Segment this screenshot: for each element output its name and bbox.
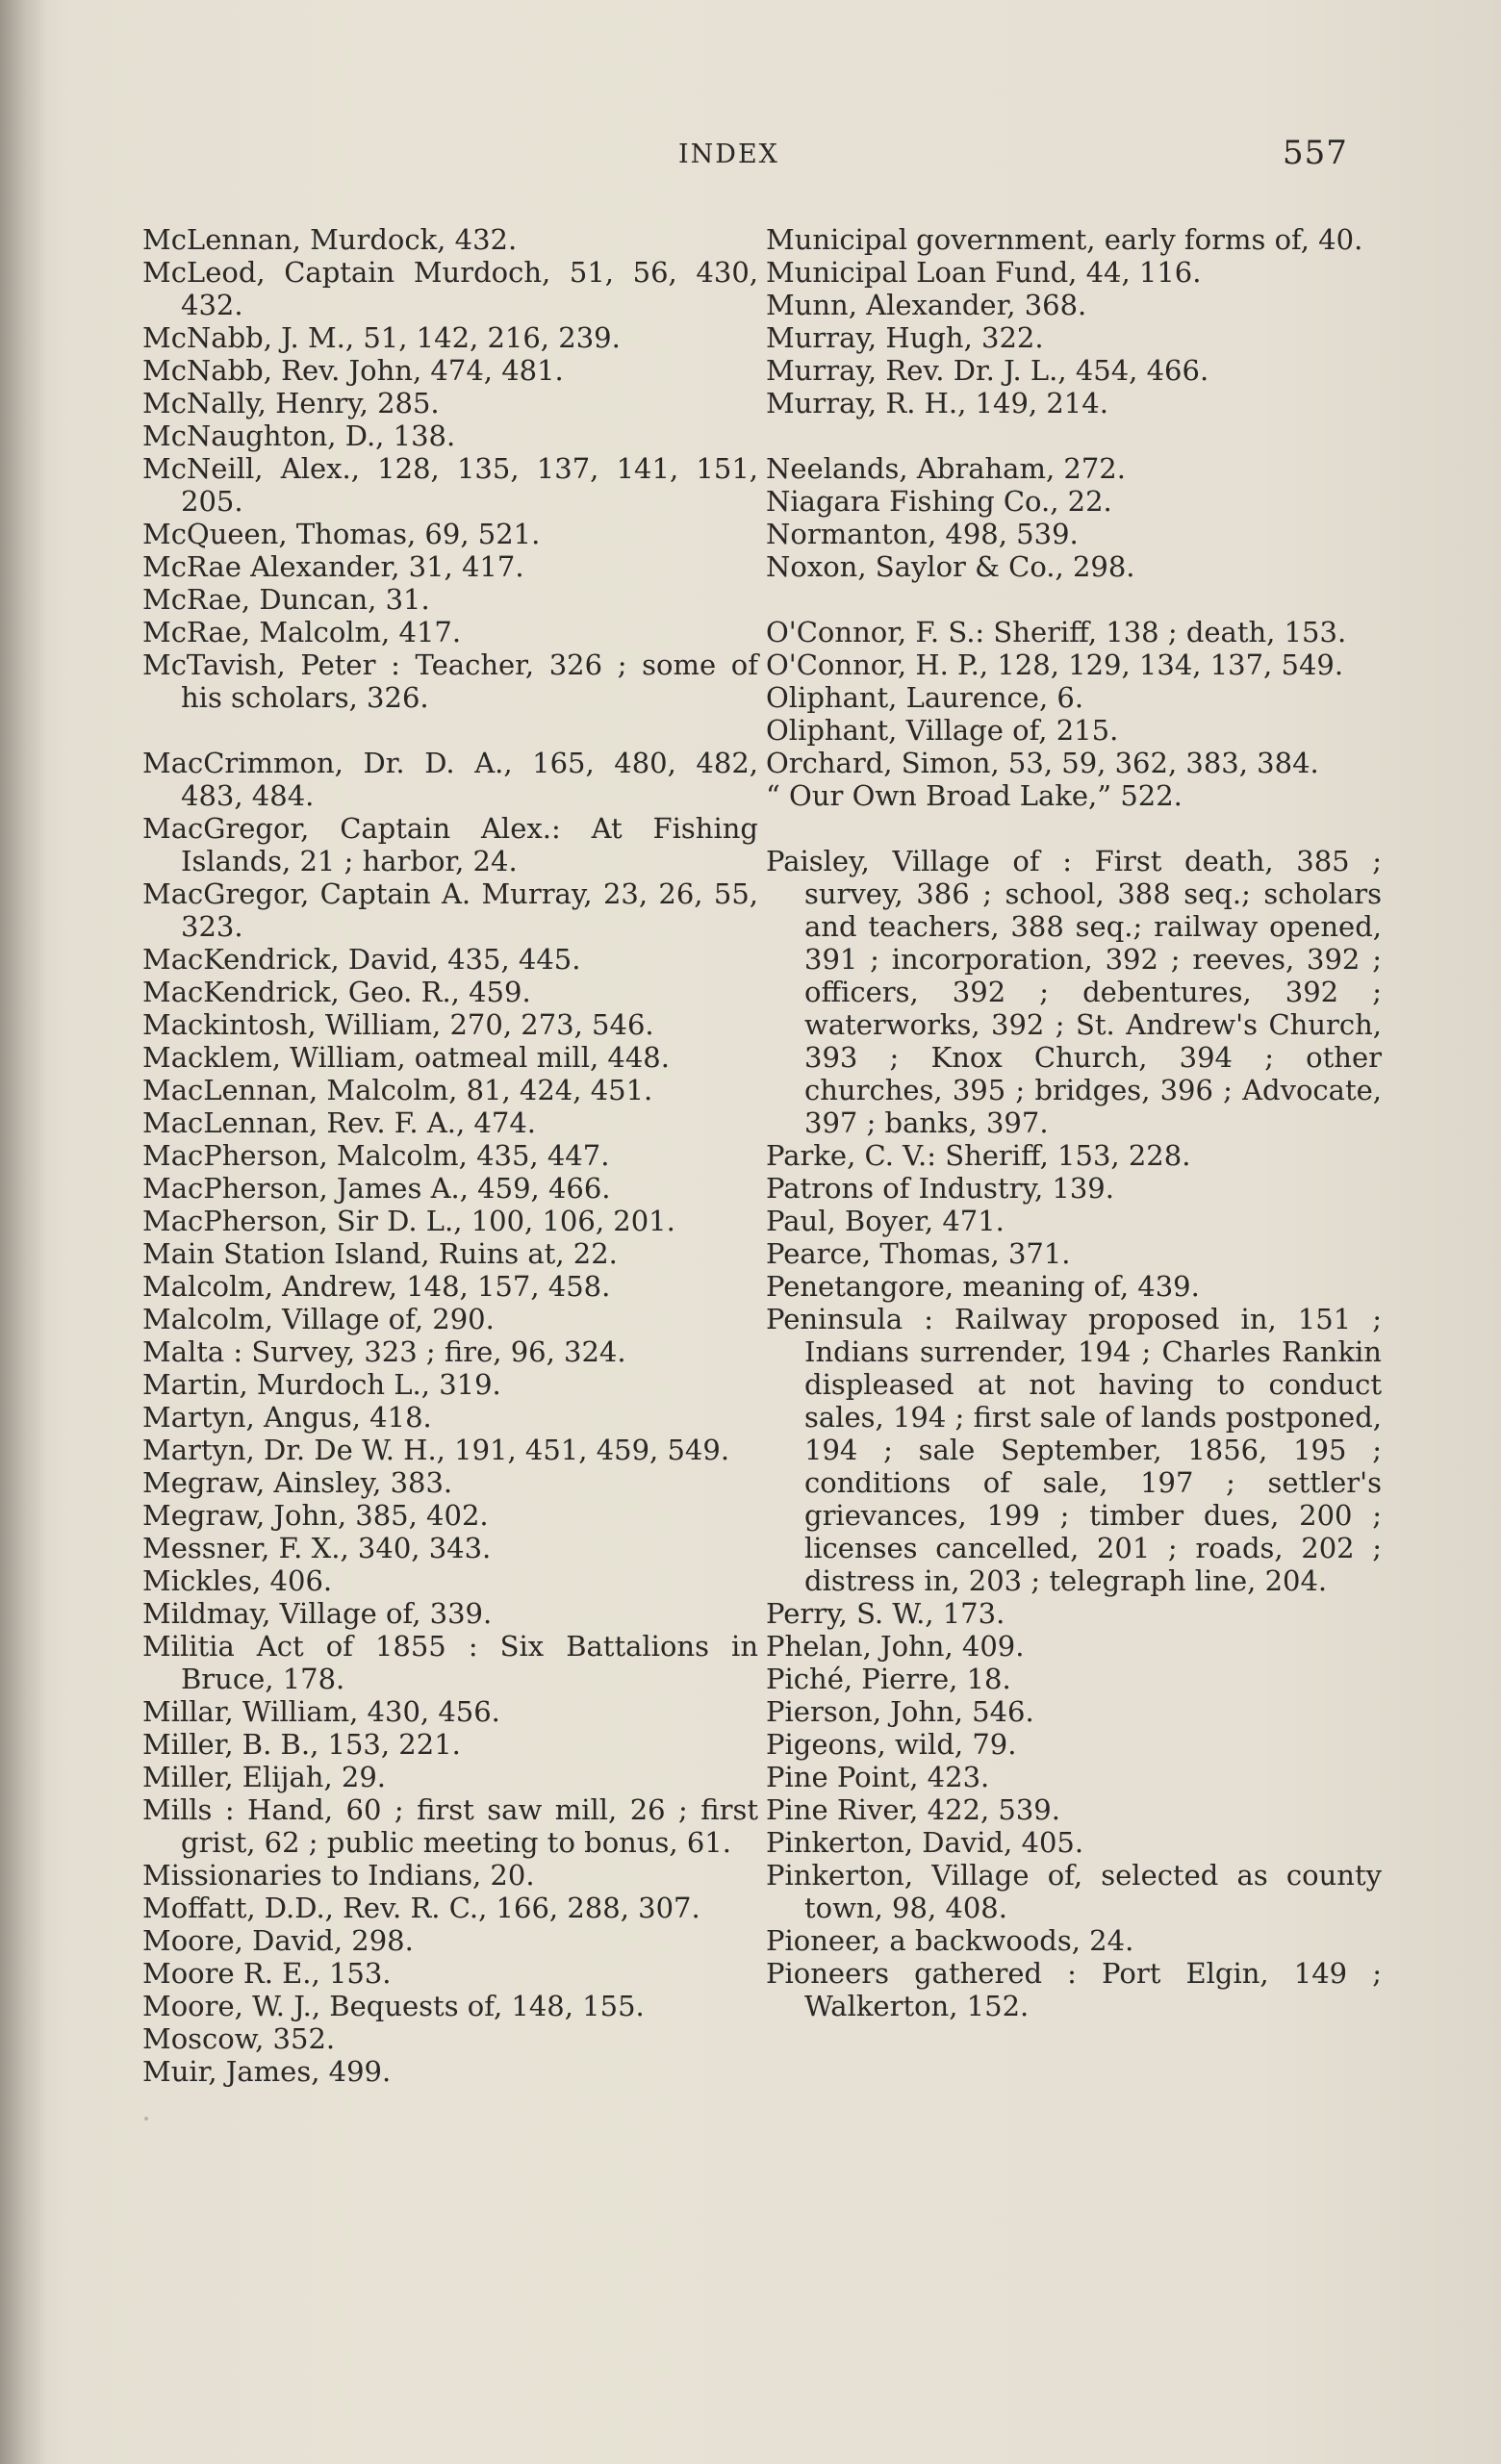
index-entry: Pine River, 422, 539. [766,1793,1060,1826]
index-entry: Noxon, Saylor & Co., 298. [766,550,1135,583]
index-entry: Mildmay, Village of, 339. [142,1597,493,1630]
index-column-right [766,223,1382,2022]
index-entry: Missionaries to Indians, 20. [142,1859,535,1892]
index-entry: Pierson, John, 546. [766,1695,1034,1728]
index-entry: Murray, Rev. Dr. J. L., 454, 466. [766,354,1209,387]
index-entry: Perry, S. W., 173. [766,1597,1005,1630]
index-entry: Murray, Hugh, 322. [766,321,1044,354]
index-entry: “ Our Own Broad Lake,” 522. [766,779,1183,812]
index-entry: McQueen, Thomas, 69, 521. [142,518,541,550]
index-entry: MacKendrick, David, 435, 445. [142,943,581,976]
index-entry: Megraw, John, 385, 402. [142,1499,489,1532]
index-entry: Peninsula : Railway proposed in, 151 ; Indians surrender, 194 ; Charles Rankin displeased at not having to conduct sales, 194 ; first sale of lands postponed, 194 ; sale September, 1856, 195 ; conditions of sale, 197 ; settler's grievances, 199 ; timber dues, 200 ; licenses cancelled, 201 ; roads, 202 ; distress in, 203 ; telegraph line, 204. [766,1303,1382,1597]
index-entry: Martin, Murdoch L., 319. [142,1368,501,1401]
index-entry: Malcolm, Andrew, 148, 157, 458. [142,1270,611,1303]
index-entry: McNabb, J. M., 51, 142, 216, 239. [142,321,621,354]
index-entry: Parke, C. V.: Sheriff, 153, 228. [766,1139,1191,1172]
index-entry: Mickles, 406. [142,1564,333,1597]
index-entry: Main Station Island, Ruins at, 22. [142,1237,618,1270]
index-entry: MacGregor, Captain Alex.: At Fishing Islands, 21 ; harbor, 24. [142,812,758,877]
index-entry: Niagara Fishing Co., 22. [766,485,1112,518]
index-entry: Miller, Elijah, 29. [142,1761,387,1793]
index-entry: McNabb, Rev. John, 474, 481. [142,354,564,387]
index-entry: Penetangore, meaning of, 439. [766,1270,1200,1303]
index-entry: Orchard, Simon, 53, 59, 362, 383, 384. [766,747,1319,779]
index-entry: MacKendrick, Geo. R., 459. [142,976,531,1008]
index-entry: Phelan, John, 409. [766,1630,1025,1663]
index-entry: MacPherson, Sir D. L., 100, 106, 201. [142,1205,675,1237]
index-entry: MacLennan, Malcolm, 81, 424, 451. [142,1074,653,1106]
index-entry: Neelands, Abraham, 272. [766,452,1126,485]
index-entry: Murray, R. H., 149, 214. [766,387,1108,419]
index-entry: Paisley, Village of : First death, 385 ; survey, 386 ; school, 388 seq.; scholars and teachers, 388 seq.; railway opened, 391 ; incorporation, 392 ; reeves, 392 ; officers, 392 ; debentures, 392 ; waterworks, 392 ; St. Andrew's Church, 393 ; Knox Church, 394 ; other churches, 395 ; bridges, 396 ; Advocate, 397 ; banks, 397. [766,845,1382,1139]
index-entry: Militia Act of 1855 : Six Battalions in Bruce, 178. [142,1630,758,1695]
index-entry: MacGregor, Captain A. Murray, 23, 26, 55, 323. [142,877,758,943]
index-entry: MacPherson, James A., 459, 466. [142,1172,611,1205]
index-entry: Pinkerton, David, 405. [766,1826,1084,1859]
index-entry: MacCrimmon, Dr. D. A., 165, 480, 482, 483, 484. [142,747,758,812]
index-entry: Patrons of Industry, 139. [766,1172,1114,1205]
scan-speck [144,2117,148,2121]
index-entry: Normanton, 498, 539. [766,518,1079,550]
index-entry: Municipal Loan Fund, 44, 116. [766,256,1202,289]
index-entry: Pioneer, a backwoods, 24. [766,1924,1134,1957]
page-binding-shadow [0,0,46,2464]
index-entry: McRae, Duncan, 31. [142,583,430,616]
index-entry: Munn, Alexander, 368. [766,289,1087,321]
index-entry: Messner, F. X., 340, 343. [142,1532,492,1564]
index-entry: McTavish, Peter : Teacher, 326 ; some of his scholars, 326. [142,648,758,714]
index-entry: Martyn, Dr. De W. H., 191, 451, 459, 549. [142,1434,730,1466]
index-entry: Piché, Pierre, 18. [766,1663,1011,1695]
index-entry: McLennan, Murdock, 432. [142,223,518,256]
index-entry: Oliphant, Laurence, 6. [766,681,1084,714]
index-entry: Megraw, Ainsley, 383. [142,1466,453,1499]
index-section-gap [766,419,1382,452]
index-entry: Miller, B. B., 153, 221. [142,1728,461,1761]
index-entry: Moore, David, 298. [142,1924,414,1957]
index-entry: Mackintosh, William, 270, 273, 546. [142,1008,654,1041]
index-entry: Moore, W. J., Bequests of, 148, 155. [142,1990,645,2022]
index-entry: Moffatt, D.D., Rev. R. C., 166, 288, 307. [142,1892,700,1924]
index-entry: McRae Alexander, 31, 417. [142,550,524,583]
index-entry: McRae, Malcolm, 417. [142,616,462,648]
index-entry: Pigeons, wild, 79. [766,1728,1017,1761]
index-entry: Pioneers gathered : Port Elgin, 149 ; Walkerton, 152. [766,1957,1382,2022]
index-entry: Malcolm, Village of, 290. [142,1303,495,1335]
index-entry: O'Connor, H. P., 128, 129, 134, 137, 549. [766,648,1344,681]
index-entry: Malta : Survey, 323 ; fire, 96, 324. [142,1335,626,1368]
index-entry: MacLennan, Rev. F. A., 474. [142,1106,536,1139]
index-entry: O'Connor, F. S.: Sheriff, 138 ; death, 153. [766,616,1347,648]
index-entry: Martyn, Angus, 418. [142,1401,432,1434]
index-section-gap [142,714,758,747]
index-entry: Pearce, Thomas, 371. [766,1237,1071,1270]
index-entry: McNaughton, D., 138. [142,419,456,452]
index-entry: Moscow, 352. [142,2022,336,2055]
index-entry: Muir, James, 499. [142,2055,392,2088]
index-section-gap [766,583,1382,616]
index-column-left [142,223,758,2088]
index-entry: McNally, Henry, 285. [142,387,440,419]
index-entry: Pine Point, 423. [766,1761,990,1793]
running-head-title: INDEX [678,140,779,169]
index-entry: Paul, Boyer, 471. [766,1205,1005,1237]
index-entry: MacPherson, Malcolm, 435, 447. [142,1139,610,1172]
index-entry: Mills : Hand, 60 ; first saw mill, 26 ; first grist, 62 ; public meeting to bonus, 61. [142,1793,758,1859]
index-entry: McLeod, Captain Murdoch, 51, 56, 430, 432. [142,256,758,321]
index-section-gap [766,812,1382,845]
index-entry: Moore R. E., 153. [142,1957,392,1990]
index-entry: Municipal government, early forms of, 40. [766,223,1363,256]
index-entry: Oliphant, Village of, 215. [766,714,1119,747]
running-head [0,134,1501,178]
index-entry: Pinkerton, Village of, selected as county town, 98, 408. [766,1859,1382,1924]
page-number: 557 [1283,134,1348,172]
index-entry: Millar, William, 430, 456. [142,1695,500,1728]
index-entry: Macklem, William, oatmeal mill, 448. [142,1041,670,1074]
index-entry: McNeill, Alex., 128, 135, 137, 141, 151, 205. [142,452,758,518]
